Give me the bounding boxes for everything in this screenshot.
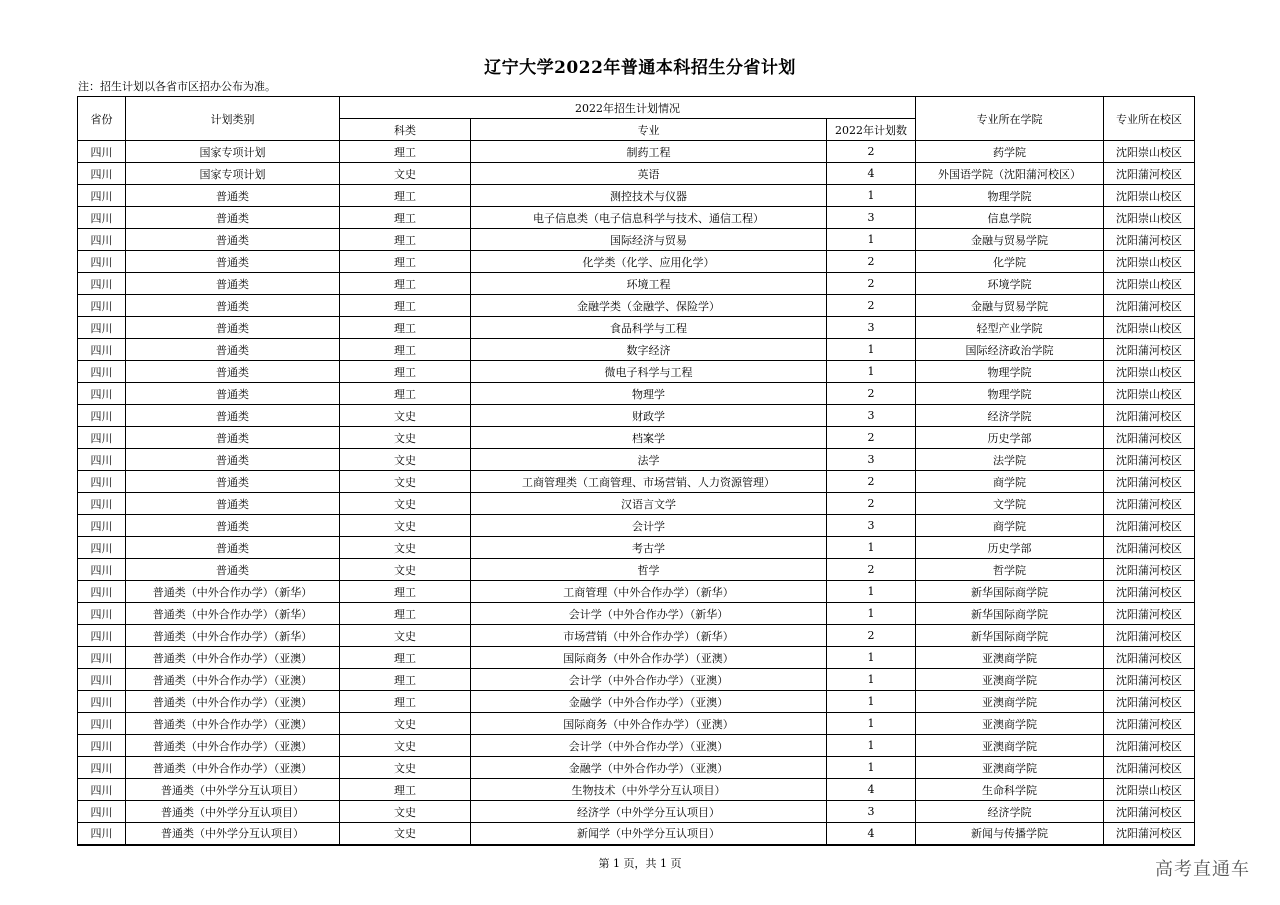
cell-major: 国际商务（中外合作办学）（亚澳） [471,713,827,735]
cell-count: 1 [827,713,916,735]
cell-province: 四川 [78,141,126,163]
cell-college: 化学院 [916,251,1104,273]
cell-major: 哲学 [471,559,827,581]
cell-province: 四川 [78,207,126,229]
cell-subject: 文史 [340,163,471,185]
cell-subject: 理工 [340,669,471,691]
cell-count: 2 [827,141,916,163]
cell-major: 数字经济 [471,339,827,361]
cell-major: 国际商务（中外合作办学）（亚澳） [471,647,827,669]
cell-count: 3 [827,207,916,229]
cell-subject: 文史 [340,405,471,427]
table-row [78,229,1195,251]
cell-plan-type: 普通类 [126,493,340,515]
cell-plan-type: 普通类（中外合作办学）（新华） [126,603,340,625]
table-row [78,581,1195,603]
cell-count: 2 [827,471,916,493]
cell-subject: 文史 [340,427,471,449]
cell-province: 四川 [78,471,126,493]
cell-campus: 沈阳蒲河校区 [1104,669,1195,691]
cell-campus: 沈阳蒲河校区 [1104,493,1195,515]
cell-plan-type: 普通类 [126,471,340,493]
cell-campus: 沈阳蒲河校区 [1104,405,1195,427]
cell-campus: 沈阳崇山校区 [1104,207,1195,229]
cell-province: 四川 [78,427,126,449]
cell-plan-type: 普通类 [126,449,340,471]
table-row [78,207,1195,229]
cell-count: 2 [827,273,916,295]
cell-province: 四川 [78,647,126,669]
cell-campus: 沈阳蒲河校区 [1104,339,1195,361]
table-row [78,449,1195,471]
cell-major: 工商管理类（工商管理、市场营销、人力资源管理） [471,471,827,493]
cell-subject: 理工 [340,317,471,339]
cell-major: 电子信息类（电子信息科学与技术、通信工程） [471,207,827,229]
table-row [78,713,1195,735]
cell-count: 3 [827,449,916,471]
cell-subject: 理工 [340,251,471,273]
cell-subject: 理工 [340,207,471,229]
cell-subject: 理工 [340,339,471,361]
cell-campus: 沈阳蒲河校区 [1104,515,1195,537]
cell-campus: 沈阳蒲河校区 [1104,559,1195,581]
table-row [78,493,1195,515]
cell-college: 金融与贸易学院 [916,295,1104,317]
cell-province: 四川 [78,383,126,405]
cell-province: 四川 [78,669,126,691]
cell-count: 3 [827,405,916,427]
cell-major: 微电子科学与工程 [471,361,827,383]
cell-major: 英语 [471,163,827,185]
cell-plan-type: 普通类（中外学分互认项目） [126,801,340,823]
cell-subject: 文史 [340,757,471,779]
cell-count: 3 [827,317,916,339]
cell-major: 财政学 [471,405,827,427]
cell-college: 亚澳商学院 [916,713,1104,735]
table-row [78,537,1195,559]
cell-plan-type: 普通类 [126,185,340,207]
cell-plan-type: 普通类 [126,537,340,559]
cell-subject: 文史 [340,713,471,735]
page-title: 辽宁大学2022年普通本科招生分省计划 [484,58,796,78]
table-row [78,383,1195,405]
cell-count: 1 [827,669,916,691]
cell-subject: 文史 [340,449,471,471]
header-major: 专业 [471,119,827,141]
cell-subject: 理工 [340,603,471,625]
cell-college: 物理学院 [916,361,1104,383]
cell-major: 市场营销（中外合作办学）（新华） [471,625,827,647]
cell-plan-type: 普通类 [126,427,340,449]
table-row [78,757,1195,779]
cell-count: 3 [827,801,916,823]
cell-count: 1 [827,603,916,625]
cell-college: 生命科学院 [916,779,1104,801]
cell-province: 四川 [78,515,126,537]
cell-province: 四川 [78,361,126,383]
cell-campus: 沈阳蒲河校区 [1104,427,1195,449]
cell-college: 商学院 [916,471,1104,493]
cell-province: 四川 [78,449,126,471]
cell-count: 1 [827,339,916,361]
cell-province: 四川 [78,339,126,361]
watermark: 高考直通车 [1155,859,1250,880]
cell-campus: 沈阳崇山校区 [1104,273,1195,295]
cell-plan-type: 普通类 [126,251,340,273]
cell-campus: 沈阳蒲河校区 [1104,823,1195,845]
cell-province: 四川 [78,603,126,625]
cell-plan-type: 普通类（中外合作办学）（亚澳） [126,713,340,735]
cell-campus: 沈阳蒲河校区 [1104,647,1195,669]
table-row [78,251,1195,273]
cell-campus: 沈阳蒲河校区 [1104,449,1195,471]
table-row [78,735,1195,757]
cell-subject: 理工 [340,295,471,317]
cell-major: 测控技术与仪器 [471,185,827,207]
cell-college: 文学院 [916,493,1104,515]
cell-college: 经济学院 [916,801,1104,823]
cell-major: 汉语言文学 [471,493,827,515]
cell-major: 化学类（化学、应用化学） [471,251,827,273]
cell-province: 四川 [78,163,126,185]
table-row [78,823,1195,845]
cell-college: 金融与贸易学院 [916,229,1104,251]
cell-province: 四川 [78,493,126,515]
cell-campus: 沈阳蒲河校区 [1104,229,1195,251]
cell-plan-type: 普通类（中外合作办学）（新华） [126,625,340,647]
cell-plan-type: 普通类 [126,339,340,361]
cell-plan-type: 国家专项计划 [126,141,340,163]
cell-plan-type: 普通类（中外学分互认项目） [126,779,340,801]
cell-college: 国际经济政治学院 [916,339,1104,361]
cell-count: 1 [827,229,916,251]
cell-count: 1 [827,185,916,207]
cell-plan-type: 普通类（中外合作办学）（新华） [126,581,340,603]
note-text: 注：招生计划以各省市区招办公布为准。 [78,80,276,93]
header-college: 专业所在学院 [916,97,1104,141]
cell-college: 亚澳商学院 [916,669,1104,691]
cell-subject: 理工 [340,141,471,163]
cell-college: 亚澳商学院 [916,735,1104,757]
cell-province: 四川 [78,405,126,427]
cell-plan-type: 普通类（中外合作办学）（亚澳） [126,757,340,779]
cell-subject: 文史 [340,625,471,647]
cell-count: 1 [827,581,916,603]
cell-plan-type: 国家专项计划 [126,163,340,185]
cell-province: 四川 [78,317,126,339]
cell-major: 考古学 [471,537,827,559]
cell-major: 法学 [471,449,827,471]
table-row [78,559,1195,581]
cell-major: 会计学（中外合作办学）（亚澳） [471,735,827,757]
cell-campus: 沈阳蒲河校区 [1104,735,1195,757]
cell-major: 环境工程 [471,273,827,295]
cell-campus: 沈阳蒲河校区 [1104,471,1195,493]
cell-major: 物理学 [471,383,827,405]
cell-college: 新华国际商学院 [916,625,1104,647]
cell-campus: 沈阳崇山校区 [1104,317,1195,339]
cell-count: 2 [827,427,916,449]
cell-campus: 沈阳蒲河校区 [1104,163,1195,185]
cell-province: 四川 [78,779,126,801]
header-plan-type: 计划类别 [126,97,340,141]
cell-subject: 理工 [340,361,471,383]
cell-province: 四川 [78,691,126,713]
cell-campus: 沈阳蒲河校区 [1104,537,1195,559]
header-campus: 专业所在校区 [1104,97,1195,141]
cell-province: 四川 [78,559,126,581]
cell-plan-type: 普通类 [126,295,340,317]
cell-major: 会计学（中外合作办学）（新华） [471,603,827,625]
cell-campus: 沈阳崇山校区 [1104,141,1195,163]
table-row [78,603,1195,625]
cell-province: 四川 [78,185,126,207]
cell-plan-type: 普通类（中外合作办学）（亚澳） [126,735,340,757]
cell-campus: 沈阳崇山校区 [1104,383,1195,405]
cell-campus: 沈阳蒲河校区 [1104,581,1195,603]
cell-count: 4 [827,163,916,185]
cell-plan-type: 普通类（中外学分互认项目） [126,823,340,845]
cell-count: 1 [827,537,916,559]
cell-plan-type: 普通类（中外合作办学）（亚澳） [126,691,340,713]
cell-college: 历史学部 [916,537,1104,559]
cell-subject: 文史 [340,823,471,845]
cell-college: 亚澳商学院 [916,757,1104,779]
cell-province: 四川 [78,801,126,823]
cell-province: 四川 [78,735,126,757]
cell-province: 四川 [78,229,126,251]
cell-college: 物理学院 [916,383,1104,405]
cell-subject: 理工 [340,779,471,801]
cell-count: 2 [827,383,916,405]
cell-college: 信息学院 [916,207,1104,229]
table-row [78,779,1195,801]
cell-subject: 文史 [340,735,471,757]
table-row [78,163,1195,185]
cell-count: 4 [827,779,916,801]
cell-subject: 文史 [340,537,471,559]
table-row [78,141,1195,163]
enrollment-plan-table [77,96,1195,846]
cell-campus: 沈阳蒲河校区 [1104,295,1195,317]
table-row [78,801,1195,823]
cell-college: 轻型产业学院 [916,317,1104,339]
cell-plan-type: 普通类 [126,559,340,581]
cell-count: 2 [827,251,916,273]
cell-province: 四川 [78,713,126,735]
table-row [78,691,1195,713]
cell-major: 国际经济与贸易 [471,229,827,251]
cell-province: 四川 [78,537,126,559]
cell-major: 生物技术（中外学分互认项目） [471,779,827,801]
cell-plan-type: 普通类 [126,515,340,537]
cell-campus: 沈阳崇山校区 [1104,361,1195,383]
cell-plan-type: 普通类（中外合作办学）（亚澳） [126,669,340,691]
cell-subject: 文史 [340,493,471,515]
cell-plan-type: 普通类 [126,207,340,229]
cell-college: 亚澳商学院 [916,647,1104,669]
cell-subject: 理工 [340,229,471,251]
cell-count: 1 [827,647,916,669]
cell-campus: 沈阳崇山校区 [1104,779,1195,801]
cell-major: 新闻学（中外学分互认项目） [471,823,827,845]
cell-major: 制药工程 [471,141,827,163]
table-row [78,273,1195,295]
table-row [78,361,1195,383]
cell-province: 四川 [78,295,126,317]
table-row [78,405,1195,427]
cell-count: 2 [827,559,916,581]
cell-plan-type: 普通类 [126,405,340,427]
cell-major: 会计学 [471,515,827,537]
table-row [78,339,1195,361]
cell-count: 4 [827,823,916,845]
cell-subject: 文史 [340,801,471,823]
cell-college: 新闻与传播学院 [916,823,1104,845]
cell-province: 四川 [78,625,126,647]
cell-college: 历史学部 [916,427,1104,449]
cell-plan-type: 普通类（中外合作办学）（亚澳） [126,647,340,669]
cell-province: 四川 [78,757,126,779]
cell-province: 四川 [78,581,126,603]
header-plan-group: 2022年招生计划情况 [340,97,916,119]
table-row [78,185,1195,207]
cell-campus: 沈阳蒲河校区 [1104,625,1195,647]
cell-major: 金融学（中外合作办学）（亚澳） [471,691,827,713]
table-row [78,647,1195,669]
header-subject: 科类 [340,119,471,141]
cell-subject: 理工 [340,691,471,713]
cell-plan-type: 普通类 [126,273,340,295]
table-row [78,427,1195,449]
cell-campus: 沈阳崇山校区 [1104,251,1195,273]
header-province: 省份 [78,97,126,141]
cell-plan-type: 普通类 [126,361,340,383]
cell-plan-type: 普通类 [126,317,340,339]
cell-major: 经济学（中外学分互认项目） [471,801,827,823]
cell-subject: 文史 [340,515,471,537]
cell-count: 2 [827,493,916,515]
cell-count: 2 [827,295,916,317]
cell-count: 1 [827,691,916,713]
cell-major: 会计学（中外合作办学）（亚澳） [471,669,827,691]
cell-count: 1 [827,361,916,383]
cell-major: 金融学（中外合作办学）（亚澳） [471,757,827,779]
cell-plan-type: 普通类 [126,383,340,405]
cell-college: 外国语学院（沈阳蒲河校区） [916,163,1104,185]
cell-college: 新华国际商学院 [916,603,1104,625]
cell-major: 工商管理（中外合作办学）（新华） [471,581,827,603]
cell-major: 档案学 [471,427,827,449]
cell-campus: 沈阳崇山校区 [1104,185,1195,207]
cell-subject: 理工 [340,647,471,669]
cell-province: 四川 [78,273,126,295]
cell-major: 金融学类（金融学、保险学） [471,295,827,317]
cell-subject: 理工 [340,185,471,207]
cell-campus: 沈阳蒲河校区 [1104,757,1195,779]
cell-subject: 理工 [340,273,471,295]
cell-college: 哲学院 [916,559,1104,581]
cell-college: 药学院 [916,141,1104,163]
cell-subject: 文史 [340,471,471,493]
cell-college: 法学院 [916,449,1104,471]
table-row [78,515,1195,537]
cell-province: 四川 [78,251,126,273]
cell-major: 食品科学与工程 [471,317,827,339]
cell-college: 物理学院 [916,185,1104,207]
cell-subject: 理工 [340,581,471,603]
cell-college: 环境学院 [916,273,1104,295]
table-body [78,141,1195,845]
cell-campus: 沈阳蒲河校区 [1104,713,1195,735]
cell-campus: 沈阳蒲河校区 [1104,801,1195,823]
table-row [78,669,1195,691]
page-footer: 第 1 页，共 1 页 [598,857,682,870]
cell-college: 新华国际商学院 [916,581,1104,603]
table-row [78,471,1195,493]
cell-count: 1 [827,757,916,779]
table-row [78,295,1195,317]
cell-college: 亚澳商学院 [916,691,1104,713]
cell-campus: 沈阳蒲河校区 [1104,603,1195,625]
cell-count: 3 [827,515,916,537]
cell-subject: 文史 [340,559,471,581]
cell-subject: 理工 [340,383,471,405]
cell-count: 2 [827,625,916,647]
table-row [78,625,1195,647]
cell-count: 1 [827,735,916,757]
cell-college: 商学院 [916,515,1104,537]
cell-campus: 沈阳蒲河校区 [1104,691,1195,713]
table-row [78,317,1195,339]
header-count: 2022年计划数 [827,119,916,141]
cell-plan-type: 普通类 [126,229,340,251]
cell-college: 经济学院 [916,405,1104,427]
cell-province: 四川 [78,823,126,845]
